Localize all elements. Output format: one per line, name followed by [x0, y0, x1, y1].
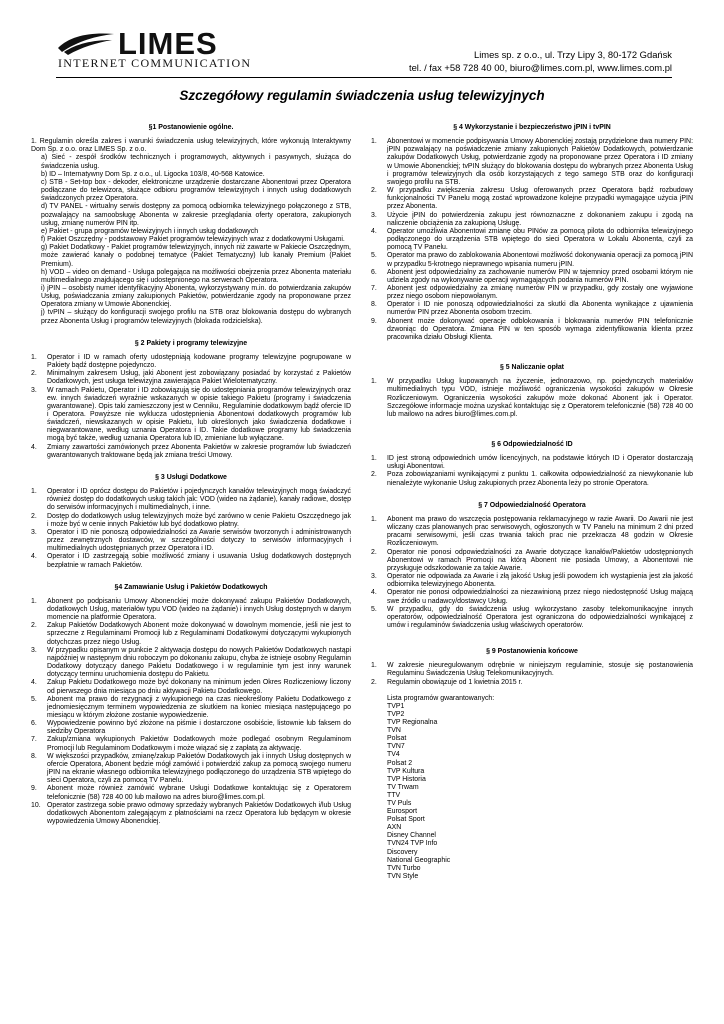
logo-swoosh-icon	[56, 30, 116, 56]
item-text: Operator umożliwia Abonentowi zmianę obu PINów za pomocą pilota do odbiornika telewizyjnego podłączonego do urządzenia STB wpiętego do sieci Operatora w Lokalu Abonenta, czyli za pomocą TV Panelu.	[387, 227, 693, 252]
numbered-list	[31, 354, 351, 460]
company-contact: tel. / fax +58 728 40 00, biuro@limes.com.pl, www.limes.com.pl	[408, 62, 672, 73]
item-text: Użycie jPIN do potwierdzenia zakupu jest równoznaczne z dokonaniem zakupu i zgodą na naliczenie obciążenia za zakupioną Usługę.	[387, 211, 693, 227]
item-text: Operator i ID nie ponoszą odpowiedzialności za Awarie serwisów tworzonych i administrowanych przez zewnętrznych dostawców, w szczególności dotyczy to serwisów informacyjnych i multimedialnych udostępnianych przez Operatora i ID.	[47, 528, 351, 553]
section-title: § 7 Odpowiedzialność Operatora	[478, 501, 586, 509]
header-divider	[56, 77, 672, 78]
item-text: Operator i ID nie ponoszą odpowiedzialności za skutki dla Abonenta wynikające z ujawnienia numerów PIN przez Abonenta osobom trzecim.	[387, 301, 693, 317]
item-text: Abonent może również zamówić wybrane Usługi Dodatkowe kontaktując się z Operatorem telefonicznie (58) 728 40 00 lub mailowo na adres biuro@limes.com.pl.	[47, 785, 351, 801]
list-item	[31, 488, 351, 512]
item-number: 5.	[371, 252, 377, 260]
definition-item: f) Pakiet Oszczędny - podstawowy Pakiet programów telewizyjnych wraz z dodatkowymi Usługami.	[41, 236, 345, 244]
list-item	[371, 679, 693, 687]
list-item	[31, 553, 351, 569]
item-number: 3.	[31, 528, 37, 536]
section-title: §1 Postanowienie ogólne.	[148, 124, 234, 131]
list-item	[31, 444, 351, 460]
item-text: Poza zobowiązaniami wynikającymi z punktu 1. całkowita odpowiedzialność za niewykonanie lub nienależyte wykonanie Usług zakupionych przez Abonenta leży po stronie Operatora.	[387, 471, 693, 487]
numbered-list	[371, 138, 693, 342]
channel-item: TV4	[387, 751, 400, 759]
item-text: Abonent może dokonywać operacje odblokowania i blokowania numerów PIN telefonicznie dzwoniąc do Operatora. Zmiana PIN w ten sposób wymaga zidentyfikowania klienta przez pracownika działu Obsługi Klienta.	[387, 317, 693, 341]
item-text: Zmiany zawartości zamówionych przez Abonenta Pakietów w zakresie programów lub świadczeń gwarantowanych traktowane będą jak zmiana treści Umowy.	[47, 443, 351, 459]
list-item	[371, 378, 693, 419]
list-item	[31, 354, 351, 370]
definitions-list	[31, 154, 351, 325]
numbered-list	[371, 516, 693, 630]
list-item	[31, 753, 351, 786]
item-text: Dostęp do dodatkowych usług telewizyjnych może być zarówno w cenie Pakietu Oszczędnego jak i może być w cenie innych Pakietów lub być dodatkowo płatny.	[47, 512, 351, 528]
logo-name: LIMES	[118, 26, 218, 61]
item-text: W większości przypadków, zmianę/zakup Pakietów Dodatkowych jak i innych Usług dostępnych w ofercie Operatora, Abonent będzie mógł zamówić i potwierdzić zakup za pomocą swojego numeru jPIN na ekranie własnego odbiornika telewizyjnego podłączonego do urządzenia STB wpiętego do sieci Operatora, czyli za pomocą TV Panelu.	[47, 752, 351, 785]
item-number: 1.	[371, 138, 377, 146]
section-packages	[31, 340, 351, 460]
item-number: 2.	[31, 622, 37, 630]
item-number: 1.	[371, 515, 377, 523]
item-number: 8.	[371, 301, 377, 309]
list-item	[31, 736, 351, 752]
list-item	[31, 387, 351, 444]
item-number: 8.	[31, 752, 37, 760]
list-item	[371, 138, 693, 187]
item-number: 3.	[31, 386, 37, 394]
list-item	[371, 285, 693, 301]
item-number: 3.	[371, 573, 377, 581]
list-item	[31, 598, 351, 622]
definition-item: g) Pakiet Dodatkowy - Pakiet programów telewizyjnych, innych niż zawarte w Pakiecie Oszczędnym, może zawierać kanały o podobnej tematyce (Pakiet Tematyczny) lub kanały Premium (Pakiet Premium).	[41, 244, 351, 268]
list-item	[371, 301, 693, 317]
definition-item: c) STB - Set-top box - dekoder, elektroniczne urządzenie dostarczane Abonentowi przez Operatora podłączane do telewizora, służące odbioru programów telewizyjnych i innych usług dodatkowych świadczonych przez Operatora.	[41, 178, 351, 203]
item-number: 5.	[31, 695, 37, 703]
channel-item: National Geographic	[387, 856, 451, 864]
section-id-liability	[371, 441, 693, 488]
list-item	[371, 252, 693, 268]
item-number: 2.	[31, 370, 37, 378]
item-text: Zakup Pakietów Dodatkowych Abonent może dokonywać w dowolnym momencie, jeśli nie jest to sprzeczne z Regulaminami Promocji lub z Regulaminami Dodatkowymi dotyczącymi wykupionych dotychczas przez niego Usług.	[47, 622, 351, 646]
item-text: Abonent jest odpowiedzialny za zachowanie numerów PIN w tajemnicy przed osobami którym nie udziela zgody na wykonywanie operacji wymagających podania numerów PIN.	[387, 268, 693, 284]
item-number: 4.	[31, 679, 37, 687]
item-text: W przypadku opisanym w punkcie 2 aktywacja dostępu do nowych Pakietów Dodatkowych nastąpi najpóźniej w następnym dniu roboczym po dokonaniu zakupu, chyba że istnieje osobny Regulamin Dodatkowy dotyczący danego Pakietu Dodatkowego i w regulaminie tym jest inny warunek dotyczący terminu uruchomienia dostępu do Pakietu.	[47, 646, 351, 679]
item-number: 1.	[31, 488, 37, 496]
section-title: § 6 Odpowiedzialność ID	[491, 441, 573, 448]
list-item	[31, 529, 351, 553]
definition-item: i) jPIN – osobisty numer identyfikacyjny Abonenta, wykorzystywany m.in. do potwierdzania zakupów Usług, poświadczania zmiany zakupionych Pakietów, potwierdzanie zgody na proponowane przez Operatora zmiany w Umowie Abonenckiej.	[41, 284, 351, 309]
item-text: Operator zastrzega sobie prawo odmowy sprzedaży wybranych Pakietów Dodatkowych i/lub Usług dodatkowych Abonentom zalegającym z płatnościami na rzecz Operatora lub będącym w okresie wypowiedzenia Umowy Abonenckiej.	[47, 801, 351, 826]
item-text: Operator nie ponosi odpowiedzialności za niezawinioną przez niego niedostępność Usług mającą swe źródło u nadawcy/dostawcy Usług.	[387, 589, 693, 605]
item-number: 9.	[371, 317, 377, 325]
channel-item: TVP Regionalna	[387, 719, 438, 727]
channel-item: TVP1	[387, 702, 405, 710]
item-text: Zakup Pakietu Dodatkowego może być dokonany na minimum jeden Okres Rozliczeniowy liczony od pierwszego dnia miesiąca po dniu aktywacji Pakietu Dodatkowego.	[47, 679, 351, 695]
list-item	[371, 212, 693, 228]
item-text: Abonent ma prawo do rezygnacji z wykupionego na czas nieokreślony Pakietu Dodatkowego z jednomiesięcznym terminem wypowiedzenia ze skutkiem na koniec miesiąca następującego po miesiącu w którym złożone zostanie wypowiedzenie.	[47, 695, 351, 719]
item-number: 2.	[31, 512, 37, 520]
definition-item: j) tvPIN – służący do konfiguracji swojego profilu na STB oraz blokowania dostępu do wybranych przez Abonenta Usług i programów telewizyjnych (blokada rodzicielska).	[41, 309, 351, 325]
item-text: ID jest stroną odpowiednich umów licencyjnych, na podstawie których ID i Operator dostarczają usługi Abonentowi.	[387, 455, 693, 471]
list-item	[371, 589, 693, 605]
item-number: 5.	[371, 605, 377, 613]
section-operator-liability	[371, 502, 693, 630]
item-number: 1.	[31, 597, 37, 605]
item-number: 3.	[371, 211, 377, 219]
list-item	[31, 720, 351, 736]
section-final-provisions	[371, 648, 693, 881]
numbered-list	[31, 598, 351, 826]
guaranteed-channels	[387, 695, 693, 881]
channel-item: TVN Style	[387, 872, 419, 880]
definition-item: a) Sieć - zespół środków technicznych i programowych, aktywnych i pasywnych, służąca do świadczenia usług.	[41, 154, 351, 170]
item-text: W ramach Pakietu, Operator i ID zobowiązują się do udostępniania programów telewizyjnych oraz ew. innych świadczeń wyraźnie wskazanych w opisie takiego Pakietu (programy i świadczenia gwarantowane). Opis taki zamieszczony jest w Cenniku, Regulaminie dodatkowym bądź ofercie ID i Operatora. Powyższe nie wyklucza udostępnienia Abonentowi dodatkowych programów lub świadczeń, niewskazanych w opisie Pakietu, lub określonych jako świadczenia dodatkowe i niegwarantowane, według uznania Operatora i ID. Takie dodatkowe programy lub świadczenia mogą być także, według uznania Operatora lub ID, zmieniane lub wyłączane.	[47, 386, 351, 443]
channel-item: Polsat Sport	[387, 816, 425, 824]
item-number: 2.	[371, 471, 377, 479]
channel-item: TVP Historia	[387, 775, 426, 783]
channels-label: Lista programów gwarantowanych:	[387, 694, 495, 702]
section-charges	[371, 364, 693, 419]
item-text: W zakresie nieuregulowanym odrębnie w niniejszym regulaminie, stosuje się postanowienia Regulaminu Świadczenia Usług Telekomunikacyjnych.	[387, 662, 693, 678]
channel-item: Disney Channel	[387, 832, 436, 840]
item-number: 1.	[371, 455, 377, 463]
list-item	[371, 516, 693, 549]
item-number: 9.	[31, 785, 37, 793]
section-title: § 9 Postanowienia końcowe	[486, 648, 578, 656]
item-text: Operator i ID oprócz dostępu do Pakietów i pojedynczych kanałów telewizyjnych mogą świadczyć również dostęp do dodatkowych usług takich jak: VOD (wideo na żądanie), kanały radiowe, dostęp do serwisów informacyjnych i multimedialnych, i inne.	[47, 488, 351, 512]
item-number: 4.	[371, 589, 377, 597]
item-number: 6.	[31, 720, 37, 728]
channel-item: TVN Turbo	[387, 864, 421, 872]
channel-item: Polsat	[387, 735, 407, 743]
item-number: 1.	[371, 662, 377, 670]
channel-item: TVN7	[387, 743, 405, 751]
item-text: Operator nie ponosi odpowiedzialności za Awarie dotyczące kanałów/Pakietów udostępnionych Abonentowi w ramach Promocji na którą Abonent nie posiada Umowy, a Abonentowi nie przysługuje odszkodowanie za takie Awarie.	[387, 548, 693, 572]
item-text: Operator i ID w ramach oferty udostępniają kodowane programy telewizyjne pogrupowane w Pakiety bądź dostępne pojedynczo.	[47, 353, 351, 370]
item-text: Minimalnym zakresem Usług, jaki Abonent jest zobowiązany posiadać by korzystać z Pakietów Dodatkowych, jest usługa telewizyjna zawierająca Pakiet Wielotematyczny.	[47, 370, 351, 386]
list-item	[371, 573, 693, 589]
item-text: Abonent po podpisaniu Umowy Abonenckiej może dokonywać zakupu Pakietów Dodatkowych, dodatkowych Usług, materiałów typu VOD (wideo na żądanie) i innych Usług dostępnych w danym momencie na platformie Operatora.	[47, 597, 351, 622]
channel-item: TVN24 TVP Info	[387, 840, 438, 848]
item-number: 4.	[371, 227, 377, 235]
item-number: 10.	[31, 801, 41, 809]
section-title: §4 Zamawianie Usług i Pakietów Dodatkowych	[114, 583, 268, 591]
item-number: 1.	[31, 353, 37, 361]
numbered-list	[31, 488, 351, 570]
channel-item: TVP Kultura	[387, 767, 425, 775]
section-additional-services	[31, 474, 351, 570]
item-text: Abonent jest odpowiedzialny za zmianę numerów PIN w przypadku, gdy zostały one wyjawione przez niego osobom niepowołanym.	[387, 284, 693, 301]
numbered-list	[371, 455, 693, 488]
definition-item: d) TV PANEL - wirtualny serwis dostępny za pomocą odbiornika telewizyjnego połączonego z STB, pozwalający na samoobsługę Abonenta w zakresie przeglądania oferty operatora, zakupionych usług, zmianę numerów PIN itp.	[41, 203, 351, 227]
list-item	[371, 228, 693, 252]
item-text: Regulamin obowiązuje od 1 kwietnia 2015 r.	[387, 678, 523, 686]
item-text: W przypadku Usług kupowanych na życzenie, jednorazowo, np. pojedynczych materiałów multimedialnych typu VOD, istnieje możliwość ograniczenia wysokości zakupów w Okresie Rozliczeniowym. Ograniczenia wysokości zakupów może dokonać Abonent jak i Operator. Szczegółowe informacje można uzyskać kontaktując się z Operatorem telefonicznie (58) 728 40 00 lub mailowo na adres biuro@limes.com.pl.	[387, 378, 693, 418]
item-text: Zakup/zmiana wykupionych Pakietów Dodatkowych może podlegać osobnym Regulaminom Promocji lub Regulaminom Dodatkowym i może wiązać się z zapłatą za aktywację.	[47, 736, 351, 752]
channel-item: Eurosport	[387, 808, 418, 816]
section-title: § 4 Wykorzystanie i bezpieczeństwo jPIN i tvPIN	[453, 124, 611, 131]
item-number: 2.	[371, 548, 377, 556]
header-contact	[409, 48, 672, 74]
section-ordering	[31, 584, 351, 827]
document-title: Szczegółowy regulamin świadczenia usług telewizyjnych	[179, 88, 545, 103]
item-number: 3.	[31, 646, 37, 654]
list-item	[371, 318, 693, 342]
channel-item: TTV	[387, 791, 401, 799]
channel-item: Polsat 2	[387, 759, 413, 767]
numbered-list	[371, 662, 693, 686]
channel-item: TVP2	[387, 710, 405, 718]
section-title: § 3 Usługi Dodatkowe	[155, 473, 227, 481]
list-item	[31, 785, 351, 801]
item-number: 2.	[371, 187, 377, 195]
item-number: 4.	[31, 553, 37, 561]
list-item	[371, 187, 693, 211]
item-text: Operator i ID zastrzegają sobie możliwość zmiany i usuwania Usług dodatkowych dostępnych bezpłatnie w ramach Pakietów.	[47, 553, 351, 569]
list-item	[31, 679, 351, 695]
company-address: Limes sp. z o.o., ul. Trzy Lipy 3, 80-172 Gdańsk	[473, 49, 672, 60]
section-intro: 1. Regulamin określa zakres i warunki świadczenia usług telewizyjnych, które wykonują Interaktywny Dom Sp. z o.o. oraz LIMES Sp. z o.o.	[31, 138, 351, 154]
list-item	[371, 471, 693, 487]
channel-item: TV Puls	[387, 799, 412, 807]
right-column	[371, 124, 693, 895]
section-title: § 2 Pakiety i programy telewizyjne	[134, 339, 248, 347]
section-title: § 5 Naliczanie opłat	[499, 364, 564, 372]
channel-list	[387, 703, 693, 881]
list-item	[371, 455, 693, 471]
list-item	[31, 370, 351, 386]
item-number: 4.	[31, 443, 37, 451]
list-item	[31, 647, 351, 680]
definition-item: h) VOD – video on demand - Usługa polegająca na możliwości obejrzenia przez Abonenta materiału multimedialnego znajdującego się i udostępnionego na serwerach Operatora.	[41, 268, 351, 284]
item-text: W przypadku zwiększenia zakresu Usług oferowanych przez Operatora bądź rozbudowy funkcjonalności TV Panelu mogą zostać wprowadzone kolejne przypadki wymagające użycia jPIN przez Abonenta.	[387, 187, 693, 211]
item-text: Operator nie odpowiada za Awarie i złą jakość Usług jeśli powodem ich wystąpienia jest zła jakość odbiornika telewizyjnego Abonenta.	[387, 573, 693, 589]
item-number: 1.	[371, 378, 377, 386]
list-item	[371, 549, 693, 573]
list-item	[31, 513, 351, 529]
list-item	[31, 696, 351, 720]
list-item	[371, 606, 693, 630]
limes-logo	[56, 28, 286, 72]
item-text: Abonentowi w momencie podpisywania Umowy Abonenckiej zostają przydzielone dwa numery PIN: jPIN pozwalający na poświadczenie zmiany zakupionych Pakietów Dodatkowych, potwierdzanie zakupów Dodatkowych Usług, potwierdzanie zgody na proponowane przez Operatora i ID zmiany w Umowie Abonenckiej; tvPIN służący do blokowania dostępu do wybranych przez Abonenta Usług i programów telewizyjnych dla osób korzystających z tego samego STB oraz do konfiguracji swojego profilu na STB.	[387, 138, 693, 186]
channel-item: TVN	[387, 727, 401, 735]
item-number: 6.	[371, 268, 377, 276]
item-text: W przypadku, gdy do świadczenia usług wykorzystano zasoby telekomunikacyjne innych operatorów, odpowiedzialność Operatora jest ograniczona do odpowiedzialności wynikającej z umów i regulaminów świadczenia usług właściwych operatorów.	[387, 605, 693, 629]
left-column	[31, 124, 351, 840]
item-number: 7.	[31, 736, 37, 744]
list-item	[31, 622, 351, 646]
section-general	[31, 124, 351, 326]
channel-item: AXN	[387, 824, 402, 832]
list-item	[371, 269, 693, 285]
section-pin-security	[371, 124, 693, 342]
item-text: Operator ma prawo do zablokowania Abonentowi możliwość dokonywania operacji za pomocą jPIN w przypadku 5-krotnego nieprawnego wpisania numeru jPIN.	[387, 252, 693, 268]
list-item	[31, 802, 351, 826]
item-number: 2.	[371, 678, 377, 686]
logo-subtitle: INTERNET COMMUNICATION	[58, 56, 252, 70]
item-text: Abonent ma prawo do wszczęcia postępowania reklamacyjnego w razie Awarii. Do Awarii nie jest wliczany czas planowanych prac serwisowych, ogłoszonych w TV Panelu na minimum 2 dni przed pracami serwisowymi, jeśli czas trwania takich prac nie przekracza 48 godzin w Okresie Rozliczeniowym.	[387, 515, 693, 548]
definition-item: e) Pakiet - grupa programów telewizyjnych i innych usług dodatkowych	[41, 227, 259, 235]
channel-item: TV Trwam	[387, 783, 419, 791]
list-item	[371, 662, 693, 678]
item-text: Wypowiedzenie powinno być złożone na piśmie i dostarczone osobiście, listownie lub faksem do siedziby Operatora	[47, 720, 351, 736]
channel-item: Discovery	[387, 848, 418, 856]
item-number: 7.	[371, 284, 377, 292]
numbered-list	[371, 378, 693, 419]
definition-item: b) ID – Internatywny Dom Sp. z o.o., ul. Ligocka 103/8, 40-568 Katowice.	[41, 170, 265, 178]
